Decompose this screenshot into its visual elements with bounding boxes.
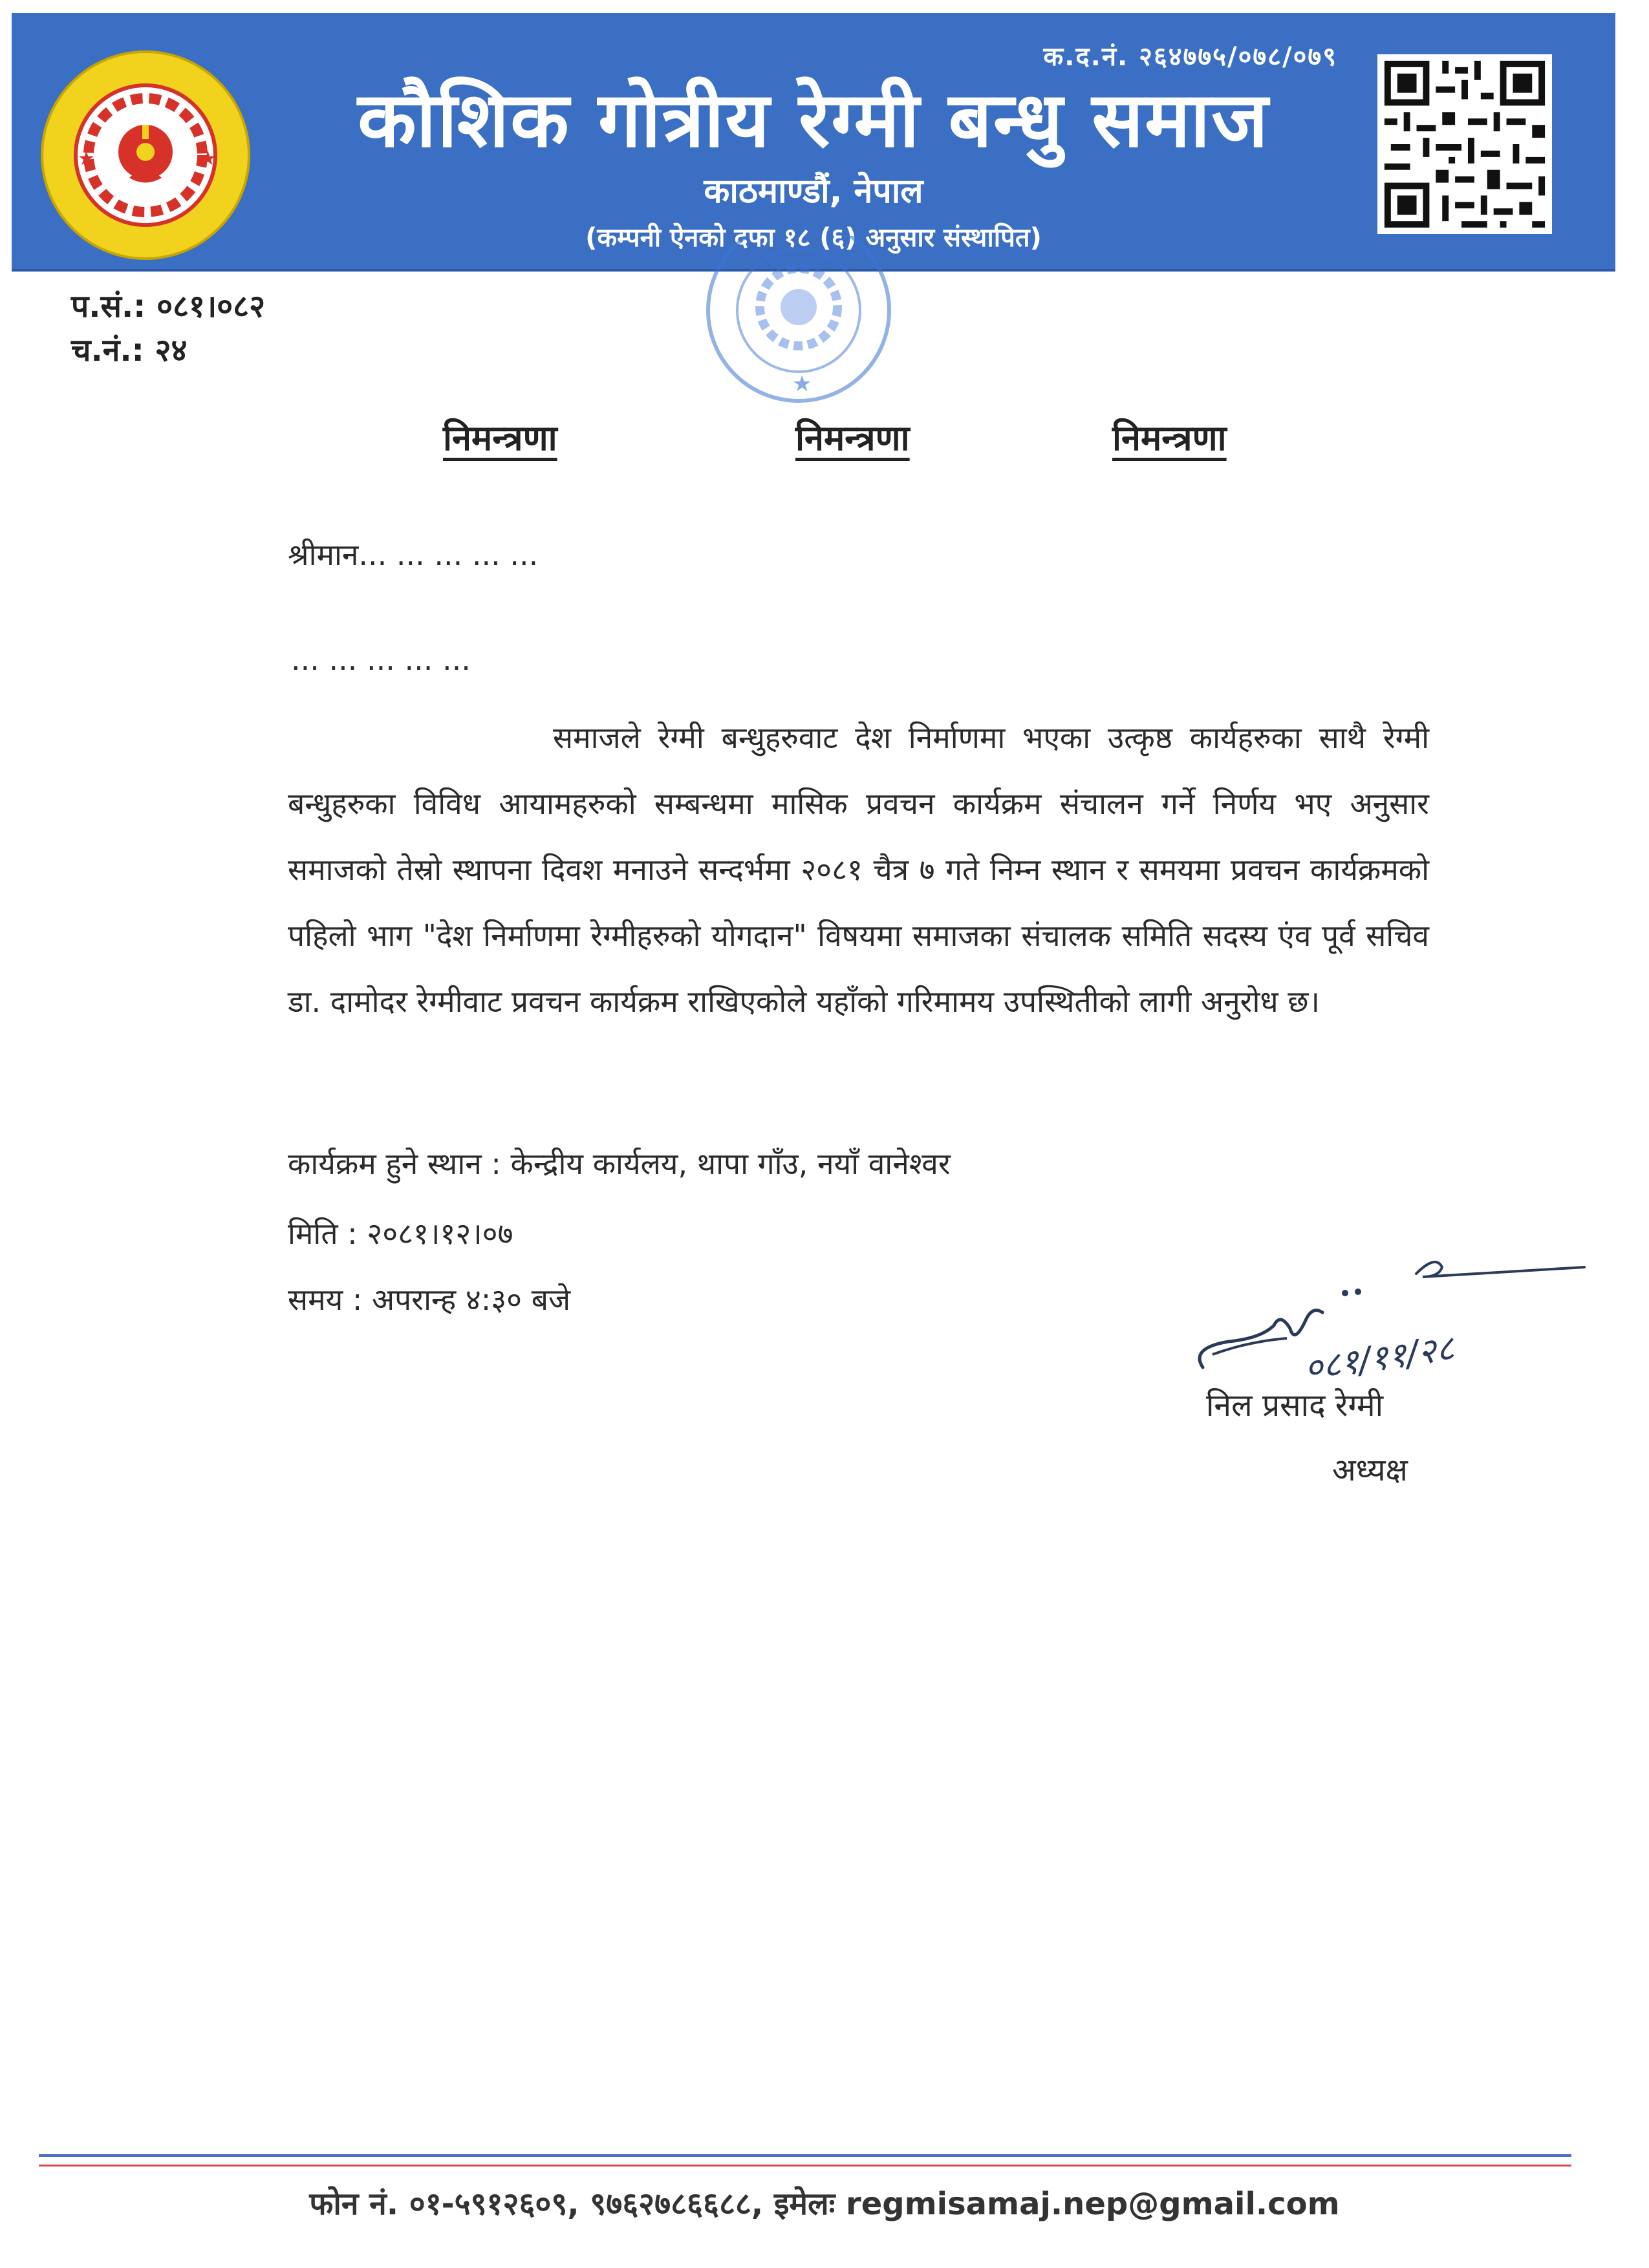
- event-venue: कार्यक्रम हुने स्थान : केन्द्रीय कार्यलय, थापा गाँउ, नयाँ वानेश्वर: [288, 1146, 951, 1181]
- qr-code-icon: [1377, 54, 1552, 234]
- ps-label: प.सं.:: [71, 288, 146, 325]
- invitation-body-paragraph: समाजले रेग्मी बन्धुहरुवाट देश निर्माणमा भएका उत्कृष्ठ कार्यहरुका साथै रेग्मी बन्धुहरुका विविध आयामहरुको सम्बन्धमा मासिक प्रवचन कार्यक्रम संचालन गर्ने निर्णय भए अनुसार समाजको तेस्रो स्थापना दिवश मनाउने सन्दर्भमा २०८१ चैत्र ७ गते निम्न स्थान र समयमा प्रवचन कार्यक्रमको पहिलो भाग "देश निर्माणमा रेग्मीहरुको योगदान" विषयमा समाजका संचालक समिति सदस्य एंव पूर्व सचिव डा. दामोदर रेग्मीवाट प्रवचन कार्यक्रम राखिएकोले यहाँको गरिमामय उपस्थितीको लागी अनुरोध छ।: [288, 720, 1429, 1019]
- svg-text:★: ★: [78, 147, 95, 170]
- signature-date-text: ०८१/११/२८: [1302, 1327, 1457, 1389]
- ps-value: ०८१।०८२: [156, 288, 266, 325]
- organization-city: काठमाण्डौं, नेपाल: [704, 172, 923, 211]
- footer-contact: फोन नं. ०१-५९१२६०९, ९७६२७८६६८८, इमेलः regmisamaj.nep@gmail.com: [309, 2186, 1340, 2222]
- footer-divider-blue: [39, 2154, 1571, 2157]
- reference-number: [71, 284, 265, 326]
- letterhead-banner: [12, 13, 1615, 272]
- salutation-name-line: श्रीमान... ... ... ... ...: [288, 537, 539, 572]
- event-time: समय : अपरान्ह ४:३० बजे: [288, 1282, 571, 1317]
- invitation-heading-2: निमन्त्रणा: [795, 418, 910, 458]
- dispatch-number: [71, 328, 187, 370]
- svg-text:★: ★: [792, 371, 812, 397]
- registration-number: क.द.नं. २६४७७५/०७८/०७९: [1043, 42, 1337, 72]
- organization-name: कौशिक गोत्रीय रेग्मी बन्धु समाज: [358, 75, 1269, 164]
- cn-label: च.नं.:: [71, 332, 144, 369]
- society-emblem-icon: [39, 48, 252, 262]
- signatory-name: निल प्रसाद रेग्मी: [1206, 1387, 1384, 1424]
- handwritten-signature-icon: [1183, 1215, 1597, 1390]
- footer-divider-red: [39, 2165, 1571, 2166]
- society-seal-stamp-icon: [682, 236, 915, 407]
- svg-text:★: ★: [199, 147, 217, 170]
- salutation-address-line: ... ... ... ... ...: [291, 642, 471, 677]
- signatory-title: अध्यक्ष: [1332, 1452, 1408, 1488]
- registration-note: (कम्पनी ऐनको दफा १८ (६) अनुसार संस्थापित): [585, 223, 1042, 253]
- event-date: मिति : २०८१।१२।०७: [288, 1216, 513, 1251]
- invitation-heading-3: निमन्त्रणा: [1112, 418, 1227, 458]
- cn-value: २४: [155, 332, 188, 369]
- invitation-heading-1: निमन्त्रणा: [443, 418, 557, 458]
